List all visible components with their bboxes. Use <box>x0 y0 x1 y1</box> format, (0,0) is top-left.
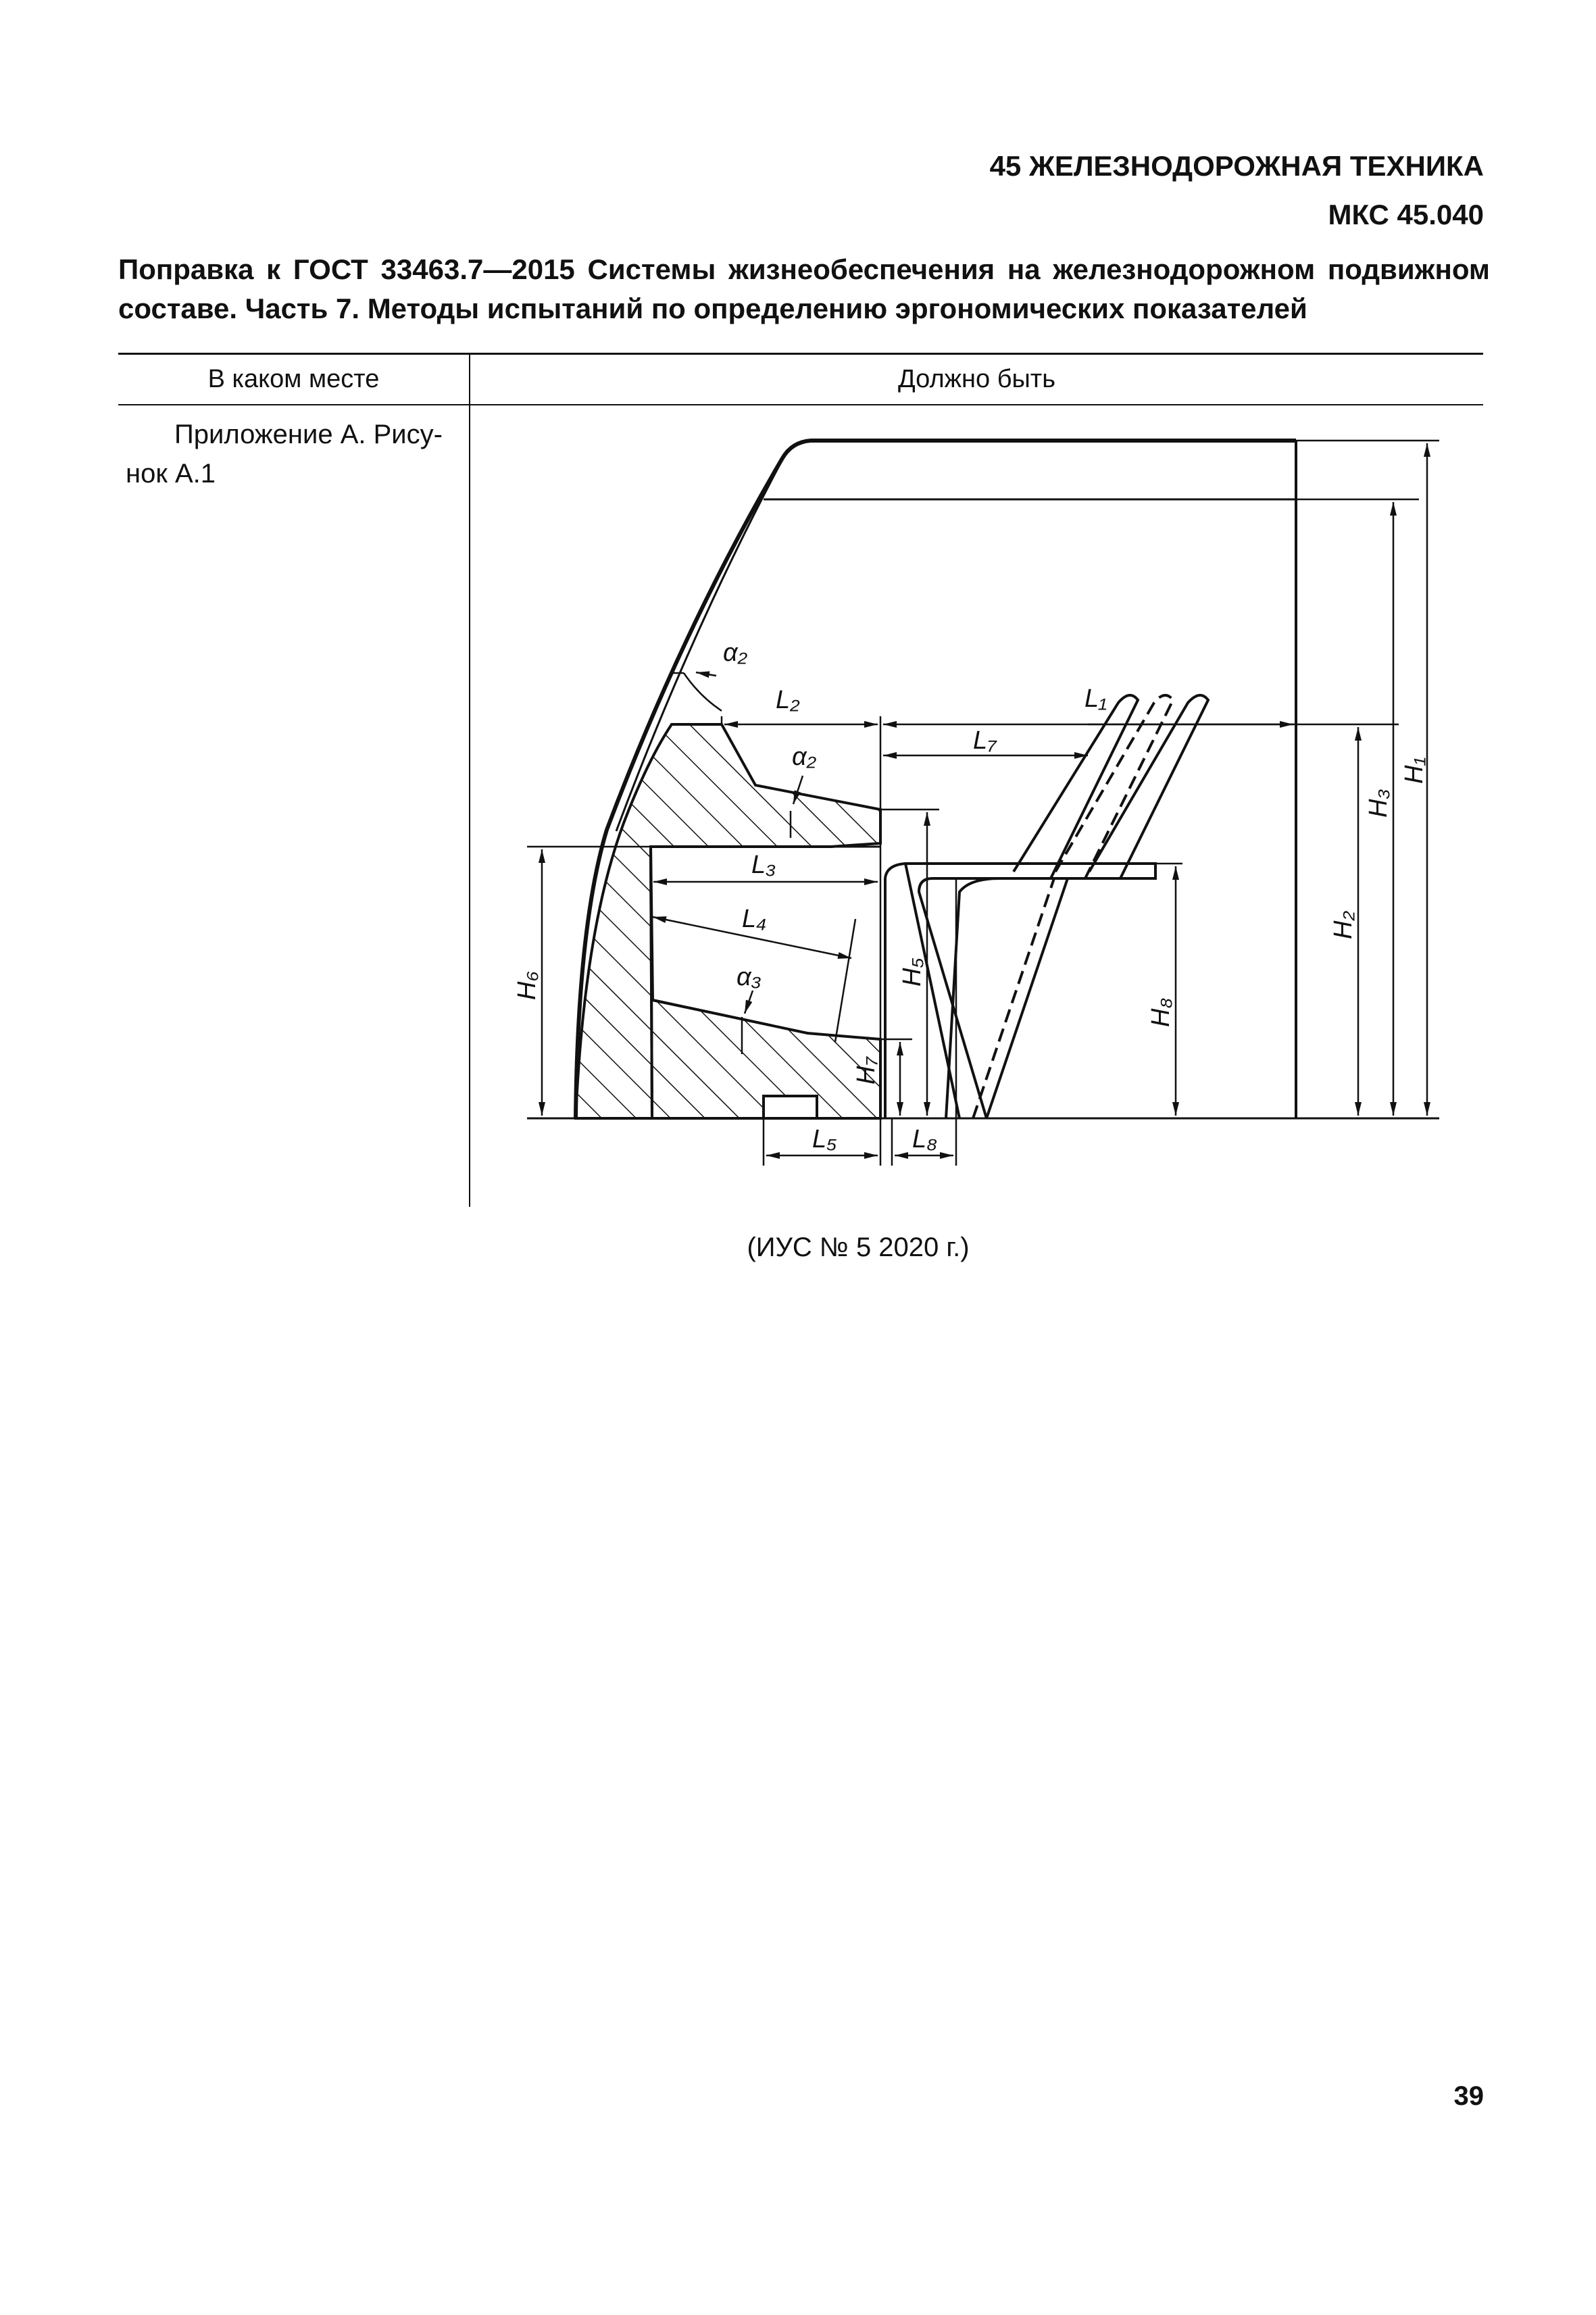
column-header-where: В каком месте <box>207 365 380 393</box>
console-section <box>576 724 880 1118</box>
label-H7: H₇ <box>852 1057 880 1085</box>
label-L2: L₂ <box>776 686 800 714</box>
mks-code: МКС 45.040 <box>1328 199 1484 230</box>
document-title: Поправка к ГОСТ 33463.7—2015 Системы жизнеобеспечения на железнодорожном подвижном составе. Часть 7. Методы испытаний по определению эргономических показателей <box>118 253 1490 324</box>
table-top-rule <box>118 353 1483 355</box>
label-alpha2-top: α₂ <box>723 639 748 667</box>
label-H2: H₂ <box>1329 911 1357 939</box>
label-L3: L₃ <box>751 851 776 879</box>
label-H1: H₁ <box>1400 757 1428 784</box>
where-line-2: нок А.1 <box>126 459 216 489</box>
label-H5: H₅ <box>898 957 926 987</box>
figure-a1-drawing <box>473 405 1487 1189</box>
table-column-divider <box>469 353 470 1207</box>
label-H6: H₆ <box>513 971 541 1000</box>
label-L7: L₇ <box>973 726 997 755</box>
seat <box>885 695 1208 1118</box>
label-L4: L₄ <box>742 905 767 933</box>
label-L5: L₅ <box>812 1125 837 1153</box>
change-notice: (ИУС № 5 2020 г.) <box>747 1233 970 1262</box>
column-header-should-be: Должно быть <box>897 365 1055 393</box>
label-H3: H₃ <box>1364 789 1393 818</box>
label-alpha3: α₃ <box>737 963 762 991</box>
page-number: 39 <box>1453 2081 1484 2111</box>
where-line-1: Приложение А. Рису- <box>174 420 443 449</box>
label-H8: H₈ <box>1147 997 1175 1027</box>
label-L1: L₁ <box>1084 684 1107 713</box>
section-title: 45 ЖЕЛЕЗНОДОРОЖНАЯ ТЕХНИКА <box>989 150 1484 182</box>
where-cell <box>126 415 457 493</box>
label-L8: L₈ <box>912 1125 938 1153</box>
label-alpha2-mid: α₂ <box>792 743 817 771</box>
